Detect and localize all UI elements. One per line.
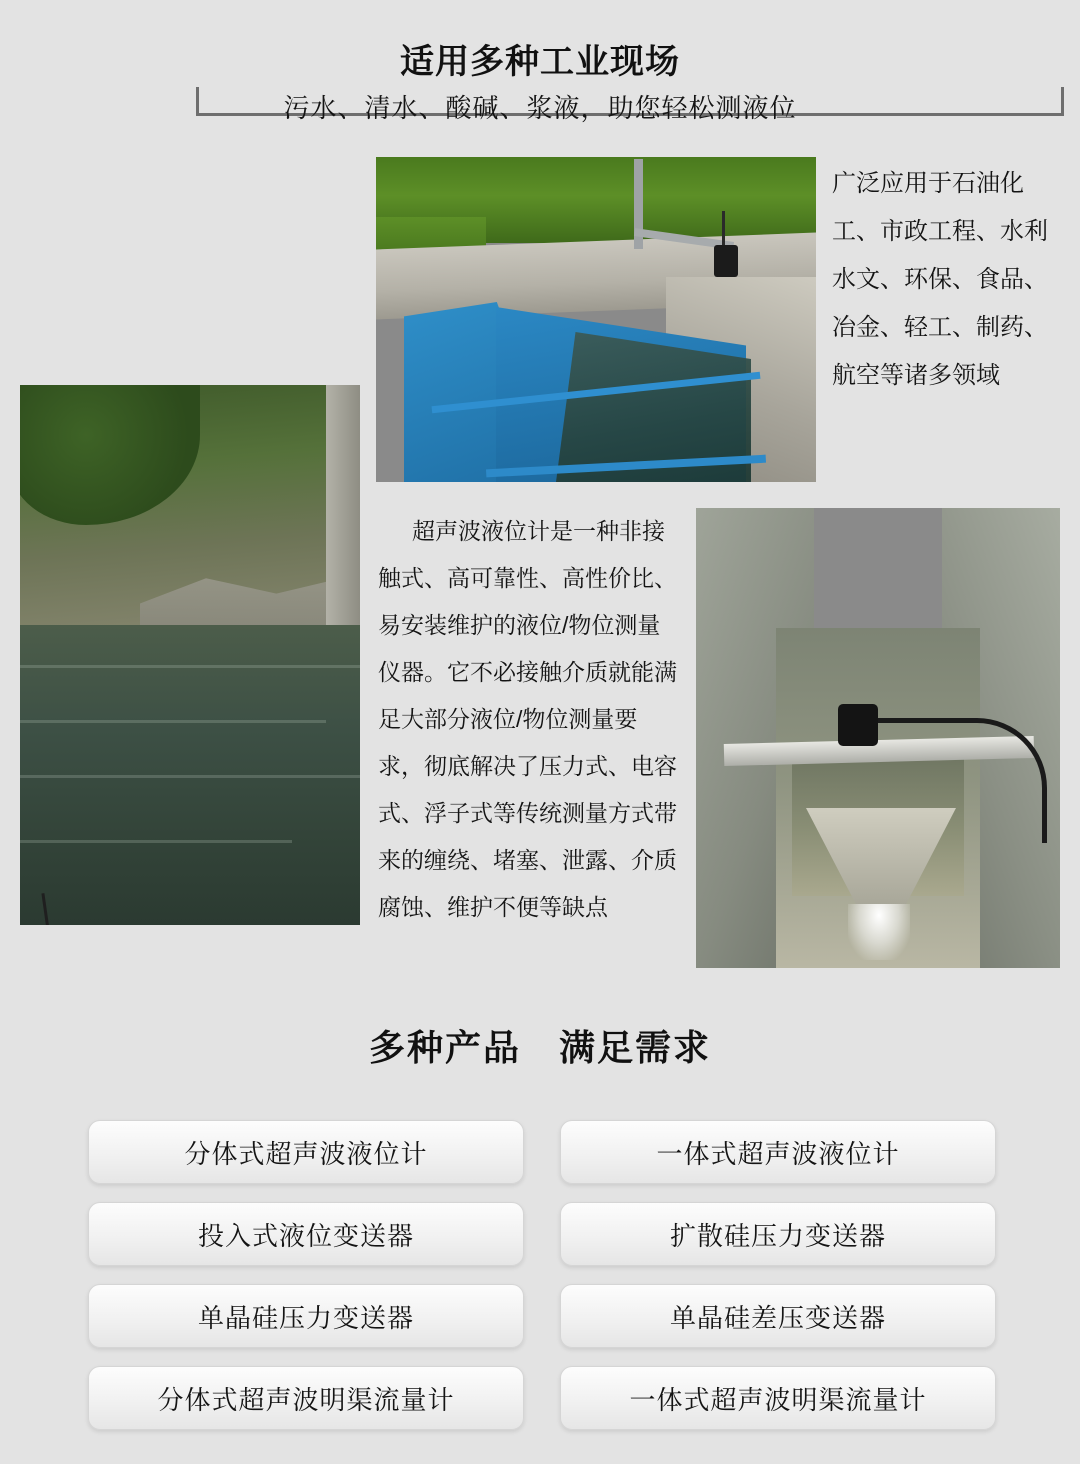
page-title	[0, 30, 1080, 87]
product-list	[88, 1120, 996, 1430]
ultrasonic-sensor	[714, 245, 738, 277]
river-water	[20, 625, 360, 925]
water-ripple	[20, 720, 326, 723]
applications-paragraph: 广泛应用于石油化工、市政工程、水利水文、环保、食品、冶金、轻工、制药、航空等诸多领域	[832, 170, 1048, 389]
product-item[interactable]: 投入式液位变送器	[88, 1202, 524, 1266]
product-item[interactable]: 分体式超声波液位计	[88, 1120, 524, 1184]
photo-blue-channel	[376, 157, 816, 482]
product-item[interactable]: 一体式超声波液位计	[560, 1120, 996, 1184]
ultrasonic-sensor	[838, 704, 878, 746]
water-ripple	[20, 840, 292, 843]
products-section-title: 多种产品 满足需求	[368, 1027, 711, 1068]
product-item[interactable]: 一体式超声波明渠流量计	[560, 1366, 996, 1430]
product-item[interactable]: 扩散硅压力变送器	[560, 1202, 996, 1266]
sensor-cable	[872, 718, 1047, 843]
product-description-paragraph: 超声波液位计是一种非接触式、高可靠性、高性价比、易安装维护的液位/物位测量仪器。它不必接触介质就能满足大部分液位/物位测量要求，彻底解决了压力式、电容式、浮子式等传统测量方式带来的缠绕、堵塞、泄露、介质腐蚀、维护不便等缺点	[378, 518, 677, 920]
product-item[interactable]: 单晶硅压力变送器	[88, 1284, 524, 1348]
water-splash	[848, 904, 910, 960]
page-title-text: 适用多种工业现场	[378, 43, 702, 81]
water-ripple	[20, 665, 360, 668]
product-item[interactable]: 单晶硅差压变送器	[560, 1284, 996, 1348]
photo-vnotch-weir	[696, 508, 1060, 968]
product-item[interactable]: 分体式超声波明渠流量计	[88, 1366, 524, 1430]
page-subtitle: 污水、清水、酸碱、浆液，助您轻松测液位	[283, 93, 797, 123]
page-header	[0, 0, 1080, 140]
water-ripple	[20, 775, 360, 778]
photo-river-installation	[20, 385, 360, 925]
